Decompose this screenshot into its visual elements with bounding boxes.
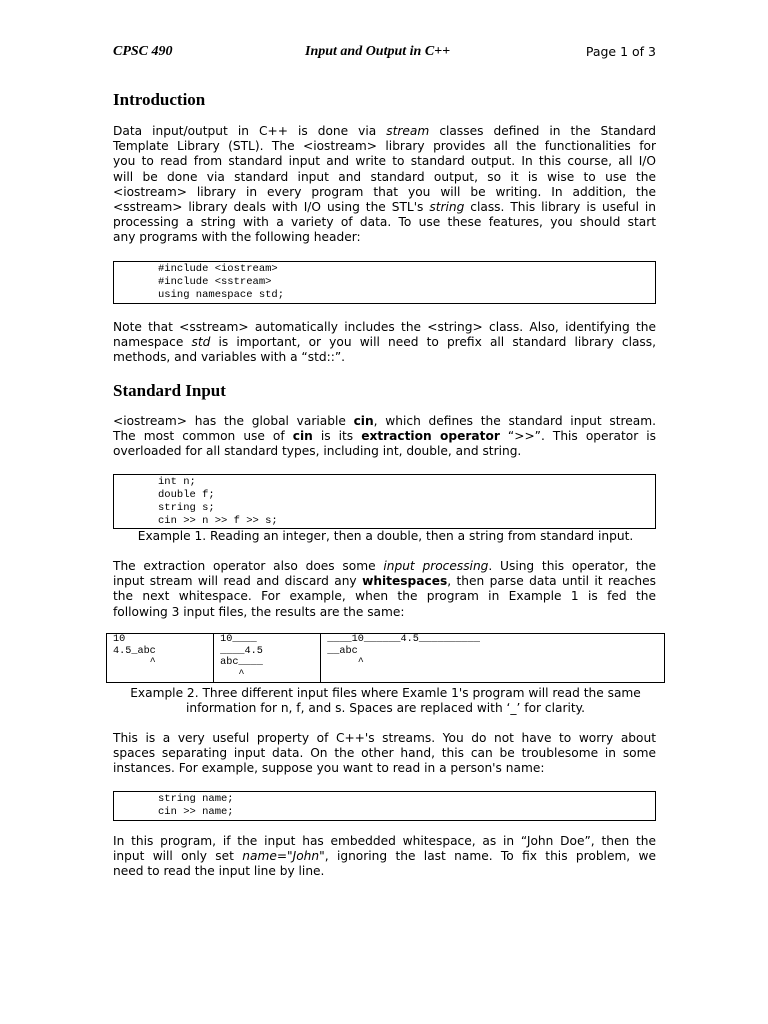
text-line: <iostream> library in every program that you will be writing. In addition, the (113, 184, 656, 199)
example1-code-box (113, 474, 656, 529)
code-line: using namespace std; (158, 289, 285, 301)
example2-caption-line-2: information for n, f, and s. Spaces are replaced with ‘_’ for clarity. (185, 701, 585, 716)
text-line: overloaded for all standard types, including int, double, and string. (113, 444, 522, 459)
text-line: methods, and variables with a “std::”. (113, 350, 346, 365)
emphasis-text: string (429, 200, 465, 215)
code-line: cin >> name; (158, 806, 234, 818)
standard-input-paragraph (113, 414, 656, 460)
text-line: following 3 input files, the results are the same: (113, 604, 405, 619)
input-line: ^ (113, 657, 156, 668)
text-line: <sstream> library deals with I/O using the STL's string class. This library is useful in (113, 200, 656, 215)
extraction-paragraph (113, 559, 656, 620)
table-row (107, 634, 665, 683)
header-code-box (113, 261, 656, 304)
input-line: abc____ (220, 657, 263, 668)
text-line: spaces separating input data. On the other hand, this can be troublesome in some (113, 746, 656, 761)
document-title: Input and Output in C++ (305, 44, 451, 59)
text-line: In this program, if the input has embedded whitespace, as in “John Doe”, then the (113, 834, 656, 848)
emphasis-text: stream (386, 124, 430, 138)
example1-caption: Example 1. Reading an integer, then a double, then a string from standard input. (137, 529, 634, 543)
property-paragraph (113, 731, 656, 777)
code-line: string name; (158, 793, 234, 805)
page-header (113, 44, 658, 64)
text-line: Template Library (STL). The <iostream> library provides all the functionalities for (113, 139, 656, 154)
text-line: need to read the input line by line. (113, 864, 325, 879)
note-paragraph (113, 320, 656, 366)
code-line: #include <sstream> (158, 276, 272, 288)
input-line: 10 (113, 634, 126, 645)
example2-caption-line-1: Example 2. Three different input files where Examle 1's program will read the same (130, 686, 641, 700)
text-line: The most common use of cin is its extraction operator “>>”. This operator is (113, 429, 657, 444)
input-line: ____4.5 (220, 645, 263, 657)
code-line: double f; (158, 489, 215, 501)
input-file-3 (321, 634, 665, 683)
text-line: Note that <sstream> automatically includes the <string> class. Also, identifying the (113, 320, 656, 334)
text-line: the next whitespace. For example, when the program in Example 1 is fed the (113, 589, 656, 604)
text-line: any programs with the following header: (113, 230, 361, 245)
text-line: instances. For example, suppose you want to read in a person's name: (113, 761, 545, 776)
code-line: int n; (158, 476, 196, 488)
text-line: processing a string with a variety of data. To use these features, you should start (113, 215, 656, 230)
text-line: input stream will read and discard any whitespaces, then parse data until it reaches (113, 574, 656, 589)
text-line: This is a very useful property of C++'s streams. You do not have to worry about (113, 731, 656, 745)
code-line: string s; (158, 502, 215, 514)
code-line: cin >> n >> f >> s; (158, 515, 278, 527)
input-line: __abc (327, 645, 358, 657)
input-line: ^ (327, 657, 364, 668)
course-code: CPSC 490 (113, 44, 173, 59)
input-line: ^ (220, 668, 245, 680)
bold-text: whitespaces (362, 574, 448, 589)
input-file-2 (214, 634, 321, 683)
bold-text: extraction operator (361, 429, 500, 444)
page-number: Page 1 of 3 (585, 44, 656, 59)
text-line: will be done via standard input and standard output, so it is wise to use the (113, 169, 656, 184)
text-line: The extraction operator also does some input processing. Using this operator, the (113, 559, 656, 573)
text-line: you to read from standard input and write to standard output. In this course, all I/O (113, 154, 656, 169)
input-line: 4.5_abc (113, 645, 156, 657)
input-files-table (106, 633, 665, 683)
emphasis-text: std (191, 335, 211, 350)
emphasis-text: name="John" (242, 849, 325, 864)
final-paragraph (113, 834, 656, 880)
heading-standard-input: Standard Input (113, 381, 226, 400)
text-line: Data input/output in C++ is done via stream classes defined in the Standard (113, 124, 656, 138)
intro-paragraph (113, 124, 656, 246)
heading-introduction: Introduction (113, 90, 206, 109)
name-code-box (113, 791, 656, 821)
example2-caption (113, 686, 658, 716)
input-line: 10____ (220, 634, 257, 645)
input-file-1 (107, 634, 214, 683)
bold-text: cin (292, 429, 313, 444)
text-line: input will only set name="John", ignoring the last name. To fix this problem, we (113, 849, 656, 864)
text-line: <iostream> has the global variable cin, which defines the standard input stream. (113, 414, 656, 428)
emphasis-text: input processing (383, 559, 489, 573)
input-line: ____10______4.5__________ (327, 634, 481, 645)
code-line: #include <iostream> (158, 263, 278, 275)
text-line: namespace std is important, or you will need to prefix all standard library class, (113, 335, 656, 350)
bold-text: cin (353, 414, 374, 428)
